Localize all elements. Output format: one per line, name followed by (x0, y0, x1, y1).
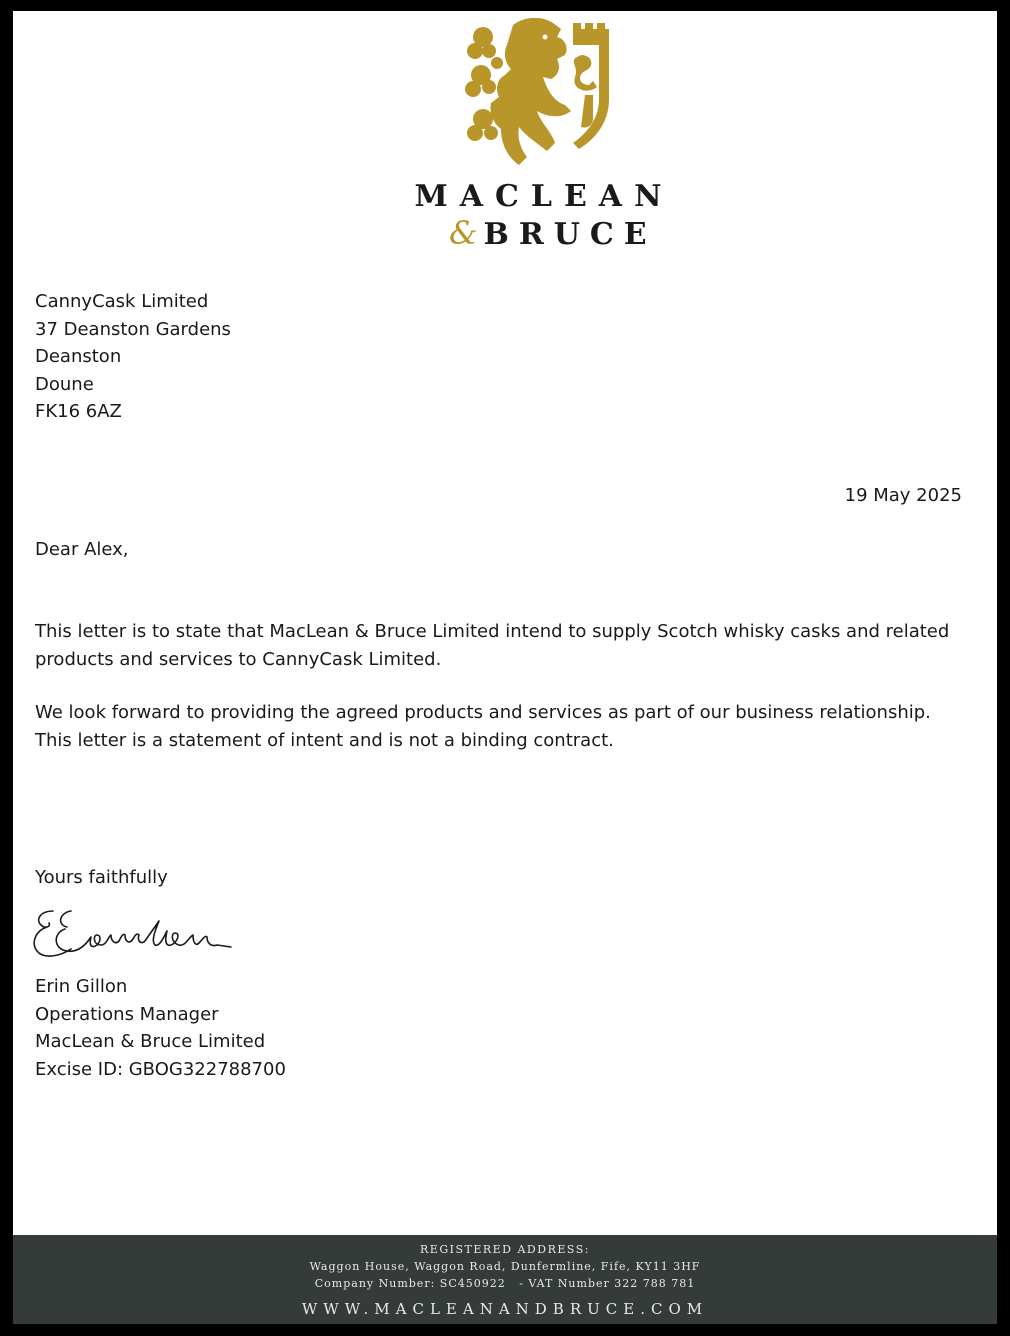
recipient-name: CannyCask Limited (35, 291, 209, 312)
footer (13, 1235, 997, 1324)
signatory-company: MacLean & Bruce Limited (35, 1031, 266, 1052)
salutation: Dear Alex, (35, 539, 129, 560)
recipient-town: Doune (35, 373, 94, 395)
footer-address: Waggon House, Waggon Road, Dunfermline, Fife, KY11 3HF (309, 1260, 701, 1273)
lion-shield-logo-icon (461, 15, 611, 167)
brand-ampersand: & (449, 214, 478, 252)
footer-heading: REGISTERED ADDRESS: (420, 1243, 590, 1256)
body-paragraph-1: This letter is to state that MacLean & Bruce Limited intend to supply Scotch whisky casks and related products and services to CannyCask Limited. (35, 621, 950, 670)
brand-name-line1: MACLEAN (414, 179, 674, 214)
excise-id: Excise ID: GBOG322788700 (35, 1058, 286, 1080)
signatory-block (35, 973, 286, 1083)
signatory-name: Erin Gillon (35, 976, 128, 997)
closing: Yours faithfully (35, 867, 168, 888)
letter-date: 19 May 2025 (844, 485, 962, 506)
signatory-title: Operations Manager (35, 1003, 219, 1025)
footer-registration: Company Number: SC450922 - VAT Number 322 788 781 (314, 1277, 696, 1290)
recipient-street: 37 Deanston Gardens (35, 318, 231, 340)
recipient-locality: Deanston (35, 346, 122, 367)
footer-website-link[interactable]: WWW.MACLEANANDBRUCE.COM (301, 1300, 709, 1318)
body-paragraph-2: We look forward to providing the agreed products and services as part of our business relationship. This letter is a statement of intent and is not a binding contract. (35, 702, 931, 751)
handwritten-signature (31, 905, 236, 965)
brand-wordmark (393, 179, 683, 252)
recipient-address (35, 288, 231, 426)
brand-name-bruce: BRUCE (483, 217, 657, 252)
brand-name-line2 (449, 215, 657, 253)
letter-page (13, 11, 997, 1324)
recipient-postcode: FK16 6AZ (35, 401, 122, 422)
